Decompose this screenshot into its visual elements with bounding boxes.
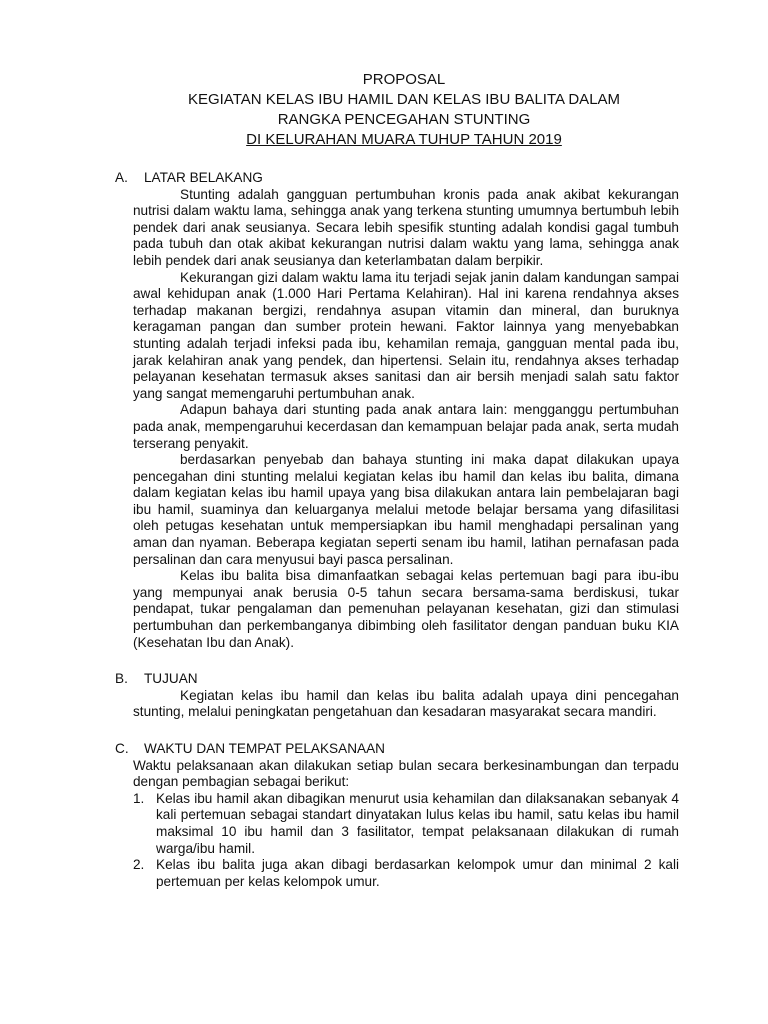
paragraph: Stunting adalah gangguan pertumbuhan kronis pada anak akibat kekurangan nutrisi dalam waktu lama, sehingga anak yang terkena stunting umumnya bertumbuh lebih pendek dari anak seusianya. Secara lebih spesifik stunting adalah kondisi gagal tumbuh pada tubuh dan otak akibat kekurangan nutrisi dalam waktu yang lama, sehingga anak lebih pendek dari anak seusianya dan keterlambatan dalam berpikir. xyxy=(133,186,679,268)
section-latar-belakang xyxy=(115,170,679,651)
paragraph: Adapun bahaya dari stunting pada anak antara lain: mengganggu pertumbuhan pada anak, mempengaruhui kecerdasan dan kemampuan belajar pada anak, serta mudah terserang penyakit. xyxy=(133,402,679,451)
section-heading xyxy=(115,170,679,187)
paragraph: Kegiatan kelas ibu hamil dan kelas ibu balita adalah upaya dini pencegahan stunting, melalui peningkatan pengetahuan dan kesadaran masyarakat secara mandiri. xyxy=(133,687,679,720)
paragraph: Kelas ibu balita bisa dimanfaatkan sebagai kelas pertemuan bagi para ibu-ibu yang mempunyai anak berusia 0-5 tahun secara bersama-sama berdiskusi, tukar pendapat, tukar pengalaman dan pemenuhan pelayanan kesehatan, gizi dan stimulasi pertumbuhan dan perkembanganya dibimbing oleh fasilitator dengan panduan buku KIA (Kesehatan Ibu dan Anak). xyxy=(133,568,679,650)
list-text: Kelas ibu balita juga akan dibagi berdasarkan kelompok umur dan minimal 2 kali pertemuan per kelas kelompok umur. xyxy=(156,857,679,889)
section-heading xyxy=(115,671,679,688)
section-letter: A. xyxy=(115,170,128,185)
paragraph: Kekurangan gizi dalam waktu lama itu terjadi sejak janin dalam kandungan sampai awal kehidupan anak (1.000 Hari Pertama Kelahiran). Hal ini karena rendahnya akses terhadap makanan bergizi, rendahnya asupan vitamin dan mineral, dan buruknya keragaman pangan dan sumber protein hewani. Faktor lainnya yang menyebabkan stunting adalah terjadi infeksi pada ibu, kehamilan remaja, gangguan mental pada ibu, jarak kelahiran anak yang pendek, dan hipertensi. Selain itu, rendahnya akses terhadap pelayanan kesehatan termasuk akses sanitasi dan air bersih menjadi salah satu faktor yang sangat memengaruhi pertumbuhan anak. xyxy=(133,269,679,401)
list-item xyxy=(133,791,679,857)
section-heading-text: LATAR BELAKANG xyxy=(144,170,263,185)
list-item xyxy=(133,857,679,890)
title-line-3: RANGKA PENCEGAHAN STUNTING xyxy=(277,111,531,128)
title-line-1: PROPOSAL xyxy=(362,71,446,88)
title-line-4: DI KELURAHAN MUARA TUHUP TAHUN 2019 xyxy=(246,131,562,148)
document-title xyxy=(129,70,679,150)
section-heading-text: TUJUAN xyxy=(144,671,198,687)
numbered-list xyxy=(133,791,679,891)
section-intro: Waktu pelaksanaan akan dilakukan setiap bulan secara berkesinambungan dan terpadu dengan pembagian sebagai berikut: xyxy=(133,757,679,790)
section-waktu-tempat xyxy=(115,741,679,890)
list-number: 1. xyxy=(133,790,145,806)
section-letter: C. xyxy=(115,741,129,756)
paragraph: berdasarkan penyebab dan bahaya stunting ini maka dapat dilakukan upaya pencegahan dini stunting melalui kegiatan kelas ibu hamil dan kelas ibu balita, dimana dalam kegiatan kelas ibu hamil upaya yang bisa dilakukan antara lain pembelajaran bagi ibu hamil, suaminya dan keluarganya melalui metode belajar bersama yang difasilitasi oleh petugas kesehatan untuk mempersiapkan ibu hamil menghadapi persalinan yang aman dan nyaman. Beberapa kegiatan seperti senam ibu hamil, latihan pernafasan pada persalinan dan cara menyusui bayi pasca persalinan. xyxy=(133,452,679,567)
list-number: 2. xyxy=(133,857,145,873)
list-text: Kelas ibu hamil akan dibagikan menurut usia kehamilan dan dilaksanakan sebanyak 4 kali pertemuan sebagai standart dinyatakan lulus kelas ibu hamil, satu kelas ibu hamil maksimal 10 ibu hamil dan 3 fasilitator, tempat pelaksanaan dilakukan di rumah warga/ibu hamil. xyxy=(156,790,679,856)
title-line-2: KEGIATAN KELAS IBU HAMIL DAN KELAS IBU BALITA DALAM xyxy=(187,91,621,108)
section-heading-text: WAKTU DAN TEMPAT PELAKSANAAN xyxy=(144,741,385,756)
section-heading xyxy=(115,741,679,758)
section-letter: B. xyxy=(115,671,128,687)
section-tujuan xyxy=(115,671,679,721)
